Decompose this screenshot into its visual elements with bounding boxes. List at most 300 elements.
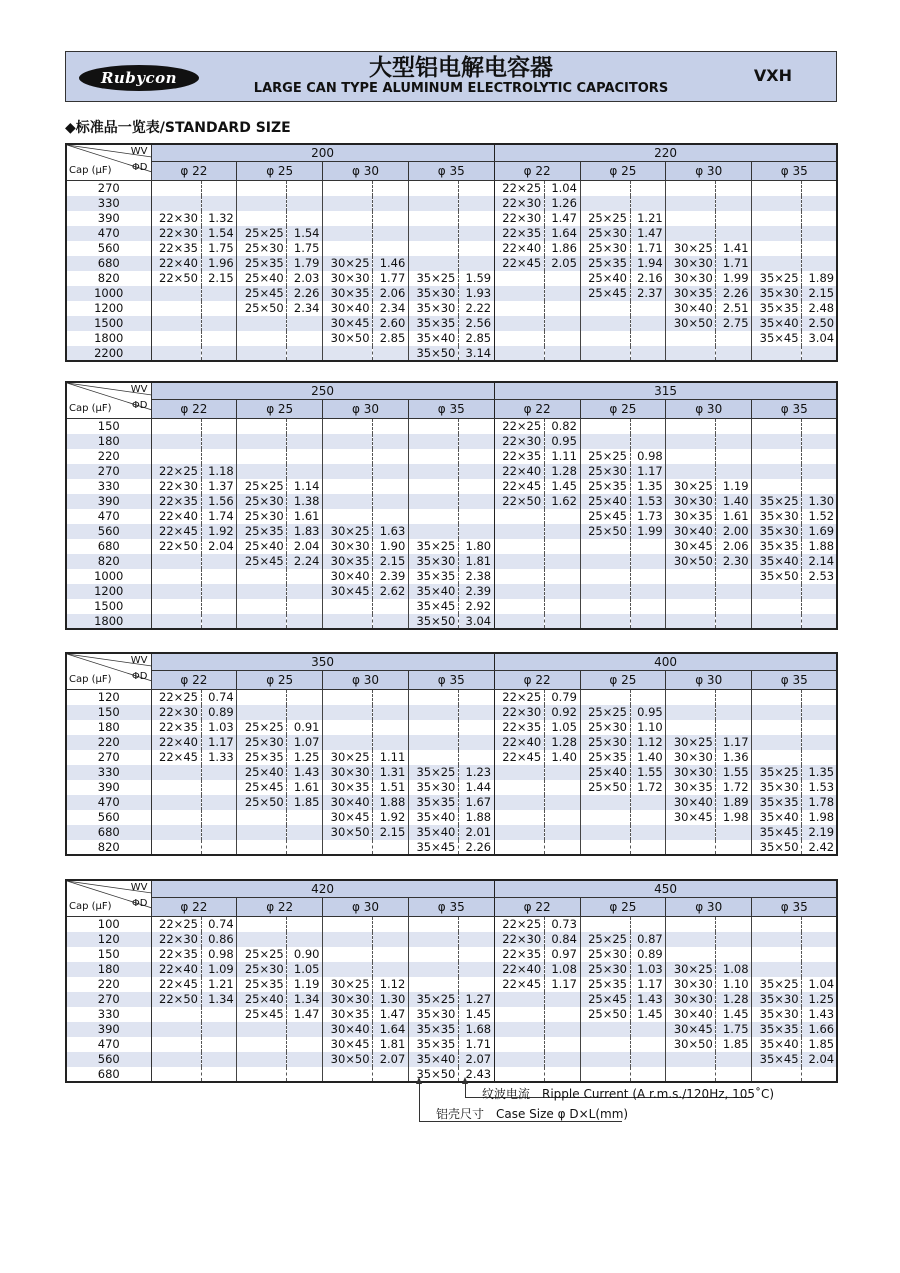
case-size-cell: 25×45 — [580, 992, 630, 1007]
ripple-current-cell: 1.80 — [458, 539, 494, 554]
ripple-current-cell — [373, 735, 409, 750]
ripple-current-cell — [802, 750, 838, 765]
ripple-current-cell: 1.36 — [716, 750, 752, 765]
ripple-current-cell — [630, 795, 666, 810]
case-size-cell — [666, 690, 716, 705]
ripple-current-cell: 2.48 — [802, 301, 838, 316]
case-size-cell: 25×35 — [237, 750, 287, 765]
ripple-current-cell: 1.75 — [287, 241, 323, 256]
case-size-cell — [237, 1067, 287, 1082]
ripple-current-cell: 1.46 — [373, 256, 409, 271]
case-size-cell: 25×25 — [237, 947, 287, 962]
case-size-cell — [151, 1037, 201, 1052]
table-row — [66, 539, 837, 554]
case-size-cell — [237, 840, 287, 855]
table-corner-header — [66, 144, 151, 181]
table-row — [66, 992, 837, 1007]
ripple-current-cell: 1.38 — [287, 494, 323, 509]
diameter-header: φ 22 — [151, 898, 237, 917]
ripple-current-cell: 2.04 — [201, 539, 237, 554]
ripple-current-cell: 0.95 — [544, 434, 580, 449]
ripple-current-cell — [201, 419, 237, 434]
case-size-cell — [752, 226, 802, 241]
case-size-cell — [494, 316, 544, 331]
case-size-cell: 35×25 — [408, 765, 458, 780]
case-size-cell — [408, 977, 458, 992]
ripple-current-cell — [630, 917, 666, 932]
case-size-cell — [580, 554, 630, 569]
ripple-current-cell — [373, 211, 409, 226]
ripple-current-cell — [716, 720, 752, 735]
case-size-cell — [752, 690, 802, 705]
ripple-current-cell: 2.85 — [458, 331, 494, 346]
case-size-cell: 25×25 — [237, 479, 287, 494]
case-size-cell — [580, 539, 630, 554]
ripple-current-cell: 1.27 — [458, 992, 494, 1007]
ripple-current-cell — [373, 226, 409, 241]
ripple-current-cell — [201, 825, 237, 840]
ripple-current-cell — [630, 584, 666, 599]
ripple-current-cell — [630, 554, 666, 569]
ripple-current-cell — [373, 962, 409, 977]
capacitance-value: 1000 — [66, 569, 151, 584]
ripple-current-cell: 1.71 — [630, 241, 666, 256]
ripple-current-cell — [458, 735, 494, 750]
case-size-cell: 30×30 — [666, 256, 716, 271]
table-row — [66, 1052, 837, 1067]
case-size-cell: 25×40 — [580, 271, 630, 286]
ripple-current-cell — [373, 196, 409, 211]
case-size-cell: 25×35 — [237, 256, 287, 271]
ripple-current-cell: 1.45 — [630, 1007, 666, 1022]
case-size-cell: 22×30 — [494, 211, 544, 226]
ripple-current-cell: 2.50 — [802, 316, 838, 331]
case-size-cell: 25×40 — [580, 494, 630, 509]
case-size-cell: 30×50 — [666, 1037, 716, 1052]
ripple-current-cell — [458, 479, 494, 494]
ripple-current-cell — [630, 301, 666, 316]
case-size-cell — [323, 705, 373, 720]
capacitance-value: 330 — [66, 1007, 151, 1022]
capacitance-value: 1200 — [66, 301, 151, 316]
case-size-cell — [408, 211, 458, 226]
ripple-current-cell: 1.98 — [716, 810, 752, 825]
case-size-cell: 22×30 — [494, 434, 544, 449]
diameter-label: ΦD — [131, 400, 148, 411]
case-size-cell — [494, 1067, 544, 1082]
table-row — [66, 286, 837, 301]
capacitance-label: Cap (μF) — [69, 901, 112, 912]
case-size-cell — [494, 765, 544, 780]
ripple-current-cell: 0.74 — [201, 917, 237, 932]
capacitance-value: 220 — [66, 735, 151, 750]
diameter-header: φ 22 — [237, 898, 323, 917]
case-size-cell — [237, 196, 287, 211]
case-size-cell: 35×30 — [752, 992, 802, 1007]
case-size-cell — [580, 840, 630, 855]
ripple-current-cell: 1.52 — [802, 509, 838, 524]
case-size-cell — [237, 464, 287, 479]
ripple-current-cell — [716, 599, 752, 614]
ripple-current-cell — [201, 331, 237, 346]
ripple-current-cell — [201, 1052, 237, 1067]
case-size-cell: 30×45 — [666, 810, 716, 825]
ripple-current-cell: 1.63 — [373, 524, 409, 539]
case-size-cell: 30×45 — [323, 316, 373, 331]
case-size-cell — [580, 331, 630, 346]
ripple-current-cell — [201, 795, 237, 810]
case-size-cell: 30×25 — [323, 750, 373, 765]
ripple-current-cell — [802, 599, 838, 614]
diameter-header: φ 25 — [580, 898, 666, 917]
case-size-cell — [580, 810, 630, 825]
case-size-cell — [666, 569, 716, 584]
ripple-current-cell — [802, 1067, 838, 1082]
ripple-current-cell — [458, 494, 494, 509]
ripple-current-cell: 1.19 — [287, 977, 323, 992]
ripple-current-cell — [630, 1052, 666, 1067]
case-size-cell: 35×35 — [752, 795, 802, 810]
case-size-cell — [494, 301, 544, 316]
case-size-cell: 30×30 — [666, 494, 716, 509]
ripple-current-cell: 2.42 — [802, 840, 838, 855]
case-size-cell: 30×25 — [323, 256, 373, 271]
case-size-cell — [408, 917, 458, 932]
ripple-current-cell — [544, 810, 580, 825]
capacitance-value: 270 — [66, 992, 151, 1007]
ripple-current-cell: 3.04 — [458, 614, 494, 629]
ripple-current-cell: 1.90 — [373, 539, 409, 554]
capacitance-value: 330 — [66, 479, 151, 494]
case-size-cell — [408, 181, 458, 196]
case-size-cell — [494, 780, 544, 795]
case-size-cell — [580, 825, 630, 840]
ripple-current-cell — [373, 181, 409, 196]
case-size-cell: 35×45 — [752, 825, 802, 840]
ripple-current-cell: 2.04 — [287, 539, 323, 554]
case-size-cell: 30×40 — [323, 795, 373, 810]
ripple-current-cell — [716, 196, 752, 211]
ripple-current-cell: 1.74 — [201, 509, 237, 524]
case-size-cell: 30×45 — [323, 1037, 373, 1052]
ripple-current-cell — [544, 316, 580, 331]
ripple-current-cell — [373, 720, 409, 735]
ripple-current-cell: 1.64 — [373, 1022, 409, 1037]
ripple-current-cell: 1.83 — [287, 524, 323, 539]
case-size-cell: 30×30 — [666, 977, 716, 992]
ripple-current-cell — [373, 917, 409, 932]
case-size-cell — [666, 181, 716, 196]
case-size-cell — [151, 1067, 201, 1082]
diameter-header: φ 30 — [323, 898, 409, 917]
ripple-current-cell — [802, 256, 838, 271]
case-size-cell: 22×35 — [151, 720, 201, 735]
case-size-cell — [666, 1067, 716, 1082]
case-size-cell: 30×25 — [323, 524, 373, 539]
ripple-current-cell — [802, 434, 838, 449]
ripple-current-cell: 1.98 — [802, 810, 838, 825]
ripple-current-cell — [201, 1037, 237, 1052]
ripple-current-cell: 2.00 — [716, 524, 752, 539]
table-row — [66, 226, 837, 241]
case-size-cell — [408, 705, 458, 720]
ripple-current-cell: 2.39 — [373, 569, 409, 584]
case-size-cell: 22×45 — [151, 750, 201, 765]
case-size-cell: 30×40 — [323, 301, 373, 316]
case-size-cell: 25×45 — [237, 286, 287, 301]
case-size-cell: 25×45 — [580, 286, 630, 301]
ripple-current-cell — [201, 449, 237, 464]
case-size-cell — [666, 917, 716, 932]
case-size-cell — [151, 810, 201, 825]
case-size-cell — [237, 810, 287, 825]
ripple-current-cell — [458, 962, 494, 977]
case-size-cell — [752, 449, 802, 464]
case-size-cell — [580, 196, 630, 211]
case-size-cell: 25×45 — [580, 509, 630, 524]
diameter-header: φ 25 — [237, 671, 323, 690]
case-size-cell — [752, 181, 802, 196]
capacitance-value: 560 — [66, 241, 151, 256]
header-banner — [65, 51, 837, 102]
ripple-current-cell — [287, 196, 323, 211]
ripple-current-cell — [458, 932, 494, 947]
case-size-cell: 22×45 — [494, 750, 544, 765]
case-size-cell: 30×30 — [666, 992, 716, 1007]
ripple-current-cell: 1.33 — [201, 750, 237, 765]
ripple-current-cell: 1.41 — [716, 241, 752, 256]
table-row — [66, 962, 837, 977]
ripple-current-cell — [630, 1067, 666, 1082]
case-size-cell: 35×25 — [408, 539, 458, 554]
ripple-current-cell — [201, 181, 237, 196]
ripple-current-cell — [544, 331, 580, 346]
ripple-current-cell: 2.34 — [373, 301, 409, 316]
table-row — [66, 780, 837, 795]
ripple-current-cell — [630, 539, 666, 554]
ripple-current-cell: 2.07 — [373, 1052, 409, 1067]
ripple-current-cell — [287, 181, 323, 196]
capacitance-value: 1800 — [66, 331, 151, 346]
capacitance-value: 120 — [66, 690, 151, 705]
ripple-current-cell — [630, 840, 666, 855]
case-size-cell — [752, 947, 802, 962]
ripple-current-cell — [544, 271, 580, 286]
section-title: ◆标准品一览表/STANDARD SIZE — [65, 120, 291, 136]
ripple-current-cell — [458, 690, 494, 705]
case-size-cell: 30×30 — [666, 271, 716, 286]
ripple-current-cell: 1.03 — [630, 962, 666, 977]
case-size-cell — [752, 196, 802, 211]
case-size-cell — [752, 705, 802, 720]
capacitance-value: 150 — [66, 947, 151, 962]
ripple-current-cell: 1.40 — [544, 750, 580, 765]
capacitance-value: 470 — [66, 795, 151, 810]
ripple-current-cell — [630, 1037, 666, 1052]
ripple-current-cell — [373, 479, 409, 494]
capacitance-value: 220 — [66, 449, 151, 464]
case-size-cell: 35×40 — [752, 554, 802, 569]
case-size-cell — [494, 584, 544, 599]
ripple-current-cell — [802, 947, 838, 962]
case-size-cell: 30×25 — [666, 962, 716, 977]
table-row — [66, 765, 837, 780]
capacitance-label: Cap (μF) — [69, 403, 112, 414]
case-size-cell — [580, 917, 630, 932]
ripple-current-cell: 1.35 — [630, 479, 666, 494]
case-size-cell: 22×35 — [494, 449, 544, 464]
case-size-cell: 22×35 — [151, 947, 201, 962]
case-size-cell: 35×50 — [408, 346, 458, 361]
case-size-cell: 25×30 — [237, 494, 287, 509]
case-size-cell — [323, 962, 373, 977]
ripple-current-cell — [458, 524, 494, 539]
case-size-cell — [752, 735, 802, 750]
ripple-current-cell: 1.11 — [544, 449, 580, 464]
case-size-cell — [151, 1052, 201, 1067]
ripple-current-cell: 1.68 — [458, 1022, 494, 1037]
case-size-cell: 30×50 — [323, 825, 373, 840]
ripple-current-cell: 1.75 — [716, 1022, 752, 1037]
case-size-cell: 30×35 — [323, 286, 373, 301]
case-size-cell — [752, 584, 802, 599]
ripple-current-cell: 0.92 — [544, 705, 580, 720]
table-row — [66, 690, 837, 705]
case-size-cell — [752, 419, 802, 434]
ripple-current-cell — [630, 569, 666, 584]
case-size-cell: 22×25 — [494, 917, 544, 932]
ripple-current-cell — [544, 1007, 580, 1022]
case-size-cell — [666, 705, 716, 720]
table-row — [66, 241, 837, 256]
ripple-current-cell — [287, 825, 323, 840]
ripple-current-cell: 2.26 — [458, 840, 494, 855]
case-size-cell — [323, 211, 373, 226]
case-size-cell: 25×25 — [580, 449, 630, 464]
ripple-current-cell — [458, 750, 494, 765]
ripple-current-cell — [544, 780, 580, 795]
case-size-cell: 35×30 — [752, 524, 802, 539]
ripple-current-cell — [201, 599, 237, 614]
ripple-current-cell — [201, 780, 237, 795]
case-size-cell — [151, 614, 201, 629]
case-size-cell — [494, 346, 544, 361]
case-size-cell — [752, 241, 802, 256]
case-size-cell: 22×50 — [494, 494, 544, 509]
ripple-current-cell: 1.75 — [201, 241, 237, 256]
diameter-header: φ 22 — [494, 671, 580, 690]
case-size-cell — [237, 211, 287, 226]
ripple-current-cell — [287, 917, 323, 932]
voltage-header: 400 — [494, 653, 837, 671]
case-size-cell: 30×35 — [323, 780, 373, 795]
ripple-current-cell — [544, 1052, 580, 1067]
case-size-cell: 25×30 — [237, 962, 287, 977]
case-size-cell: 25×25 — [580, 211, 630, 226]
case-size-cell: 35×25 — [752, 977, 802, 992]
ripple-current-cell — [287, 331, 323, 346]
ripple-current-cell: 2.06 — [716, 539, 752, 554]
ripple-current-cell: 1.54 — [201, 226, 237, 241]
case-size-cell: 22×45 — [151, 524, 201, 539]
case-size-cell: 35×45 — [752, 331, 802, 346]
ripple-current-cell — [373, 509, 409, 524]
ripple-current-cell — [373, 690, 409, 705]
wv-label: WV — [130, 882, 148, 893]
voltage-header: 220 — [494, 144, 837, 162]
case-size-cell: 25×45 — [237, 554, 287, 569]
case-size-cell: 30×30 — [666, 765, 716, 780]
ripple-current-cell — [458, 196, 494, 211]
diameter-header: φ 22 — [494, 898, 580, 917]
case-size-cell: 25×25 — [237, 720, 287, 735]
case-size-cell — [151, 1022, 201, 1037]
table-row — [66, 434, 837, 449]
ripple-current-cell — [716, 932, 752, 947]
ripple-current-cell — [544, 840, 580, 855]
case-size-cell — [666, 346, 716, 361]
ripple-current-cell: 2.38 — [458, 569, 494, 584]
case-size-cell — [752, 211, 802, 226]
ripple-current-cell — [373, 840, 409, 855]
case-size-cell: 30×30 — [323, 539, 373, 554]
ripple-current-cell — [544, 795, 580, 810]
ripple-current-cell — [802, 962, 838, 977]
case-size-cell: 35×25 — [408, 992, 458, 1007]
case-size-cell: 22×40 — [494, 735, 544, 750]
case-size-cell — [151, 316, 201, 331]
ripple-current-cell — [716, 690, 752, 705]
case-size-cell — [752, 932, 802, 947]
ripple-current-cell: 1.99 — [716, 271, 752, 286]
ripple-current-cell — [716, 1067, 752, 1082]
table-row — [66, 720, 837, 735]
ripple-current-cell: 1.45 — [716, 1007, 752, 1022]
ripple-current-cell: 3.04 — [802, 331, 838, 346]
ripple-current-cell — [716, 947, 752, 962]
case-size-cell — [237, 331, 287, 346]
case-size-cell: 25×25 — [580, 705, 630, 720]
case-size-cell — [408, 720, 458, 735]
capacitance-value: 820 — [66, 840, 151, 855]
case-size-cell: 30×50 — [323, 331, 373, 346]
case-size-cell — [580, 1052, 630, 1067]
case-size-cell — [237, 584, 287, 599]
table-row — [66, 932, 837, 947]
case-size-cell — [408, 419, 458, 434]
case-size-cell: 30×40 — [666, 1007, 716, 1022]
case-size-cell — [237, 449, 287, 464]
case-size-cell: 25×45 — [237, 1007, 287, 1022]
case-size-cell: 22×25 — [151, 917, 201, 932]
ripple-current-cell — [630, 181, 666, 196]
table-row — [66, 464, 837, 479]
voltage-header: 420 — [151, 880, 494, 898]
ripple-current-cell: 2.15 — [201, 271, 237, 286]
ripple-current-cell: 1.21 — [630, 211, 666, 226]
ripple-current-cell — [630, 599, 666, 614]
ripple-current-cell — [544, 992, 580, 1007]
case-size-cell — [494, 599, 544, 614]
ripple-current-cell: 1.53 — [802, 780, 838, 795]
case-size-cell — [494, 1007, 544, 1022]
ripple-current-cell: 1.47 — [287, 1007, 323, 1022]
diameter-header: φ 30 — [666, 162, 752, 181]
case-size-cell: 35×30 — [408, 301, 458, 316]
ripple-current-cell: 1.37 — [201, 479, 237, 494]
table-row — [66, 271, 837, 286]
case-size-cell — [580, 584, 630, 599]
